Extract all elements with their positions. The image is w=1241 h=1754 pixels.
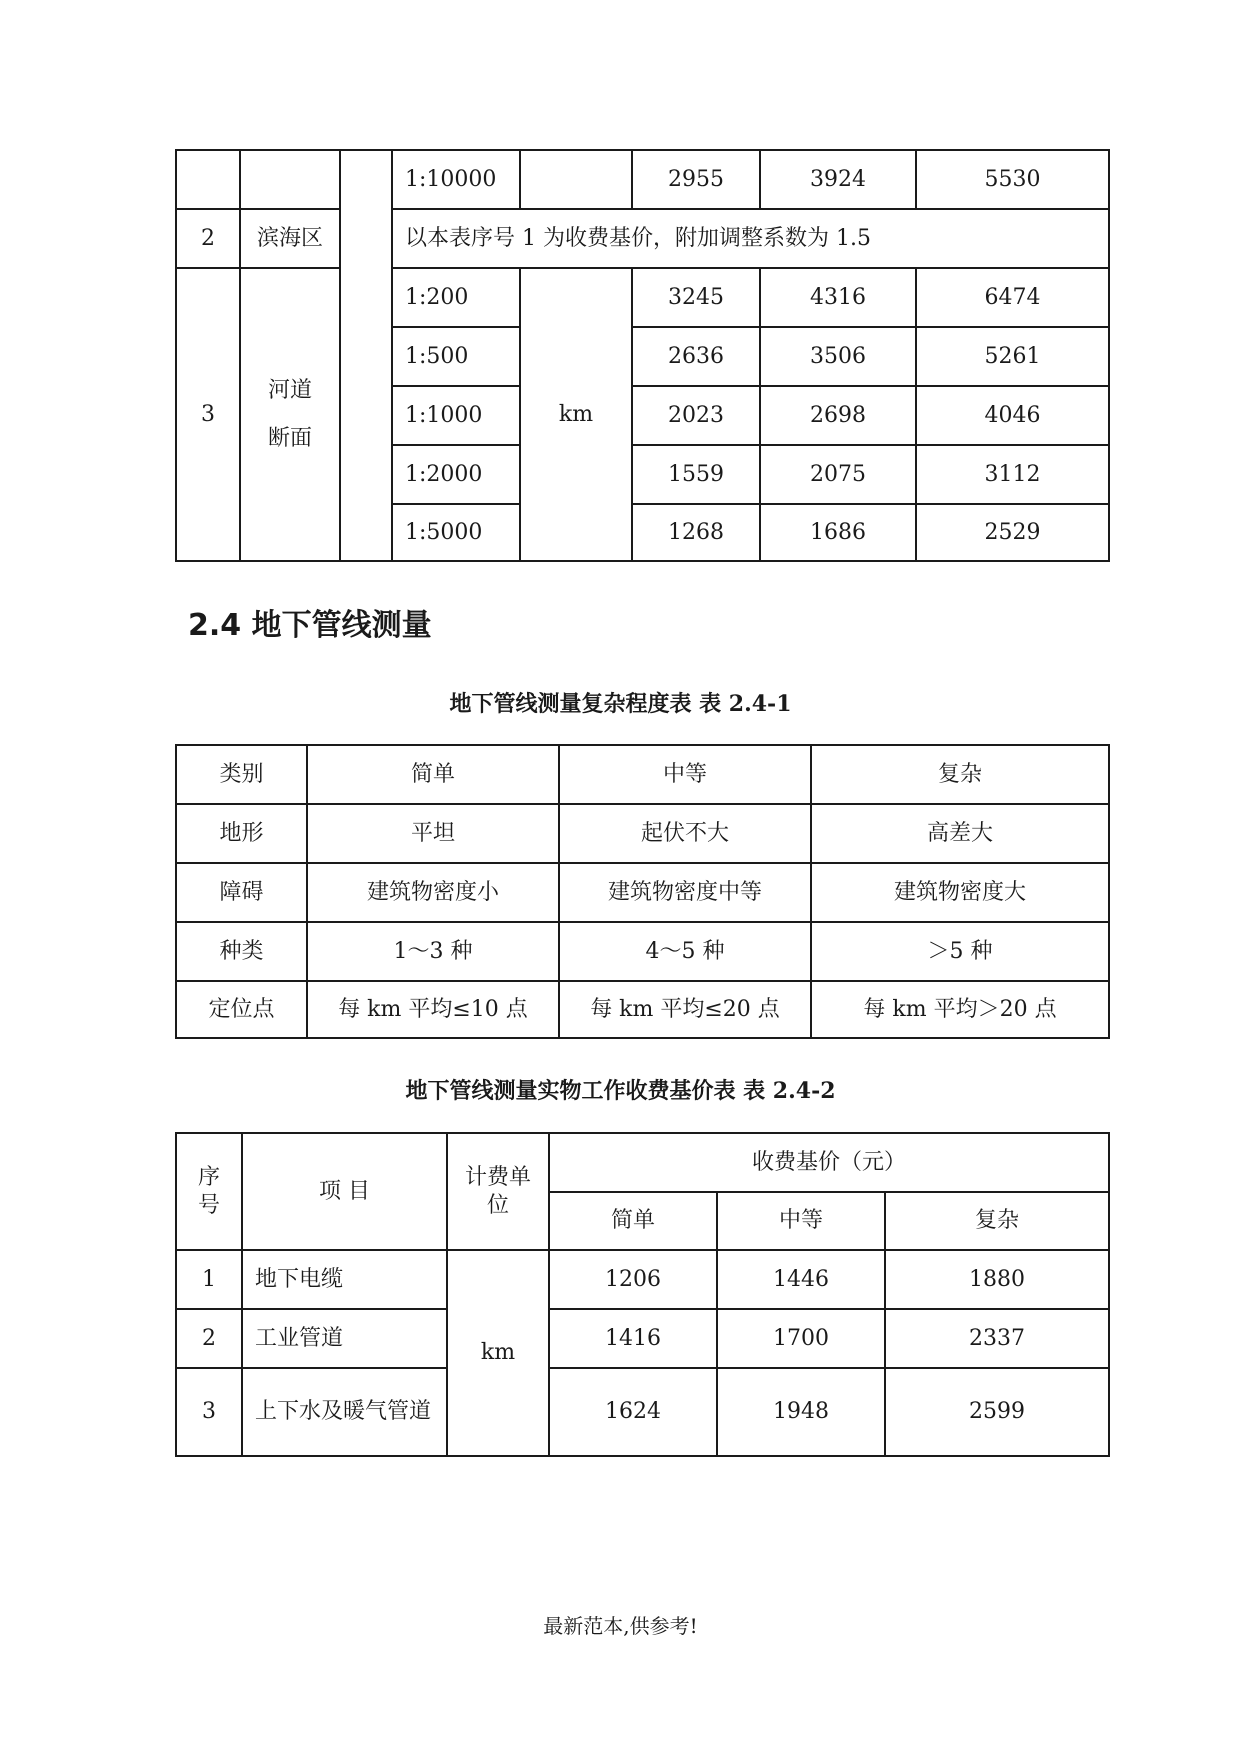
table-cell: 1268 xyxy=(632,504,760,561)
table-cell: 1～3 种 xyxy=(307,922,559,981)
table-row xyxy=(176,1368,1109,1456)
complexity-table xyxy=(175,744,1110,1039)
table-cell: 1:5000 xyxy=(392,504,520,561)
table-header-cell: 项 目 xyxy=(242,1133,447,1250)
table-cell: 2337 xyxy=(885,1309,1109,1368)
table-cell xyxy=(340,150,392,561)
table-cell: 2 xyxy=(176,209,240,268)
cell-text: 断面 xyxy=(267,425,312,451)
table-cell: 6474 xyxy=(916,268,1109,327)
table-cell: 2599 xyxy=(885,1368,1109,1456)
table-cell: 地下电缆 xyxy=(242,1250,447,1309)
table-header-cell: 复杂 xyxy=(885,1192,1109,1250)
section-heading: 2.4 地下管线测量 xyxy=(188,608,432,643)
table-cell: 3245 xyxy=(632,268,760,327)
table-cell xyxy=(176,150,240,209)
table-cell: 每 km 平均＞20 点 xyxy=(811,981,1109,1038)
table-row xyxy=(176,981,1109,1038)
table-cell: 2075 xyxy=(760,445,916,504)
table-cell: 3 xyxy=(176,268,240,561)
table-cell: 1416 xyxy=(549,1309,717,1368)
table-header-cell: 中等 xyxy=(559,745,811,804)
table-caption: 地下管线测量实物工作收费基价表 表 2.4-2 xyxy=(405,1078,836,1104)
table-cell: km xyxy=(447,1250,549,1456)
table-cell: 3924 xyxy=(760,150,916,209)
table-cell: 上下水及暖气管道 xyxy=(242,1368,447,1456)
table-cell: 2529 xyxy=(916,504,1109,561)
table-cell: 1:2000 xyxy=(392,445,520,504)
table-row xyxy=(176,1309,1109,1368)
table-cell: 1206 xyxy=(549,1250,717,1309)
table-cell: 工业管道 xyxy=(242,1309,447,1368)
table-row xyxy=(176,804,1109,863)
table-cell xyxy=(520,150,632,209)
table-header-cell: 收费基价（元） xyxy=(549,1133,1109,1192)
table-cell: 3506 xyxy=(760,327,916,386)
table-cell: 1:1000 xyxy=(392,386,520,445)
table-cell: 5530 xyxy=(916,150,1109,209)
table-cell: 2 xyxy=(176,1309,242,1368)
table-header-row xyxy=(176,745,1109,804)
table-cell: 建筑物密度中等 xyxy=(559,863,811,922)
table-cell xyxy=(240,150,340,209)
table-cell: 每 km 平均≤20 点 xyxy=(559,981,811,1038)
table-header-cell xyxy=(447,1133,549,1250)
table-cell: 1 xyxy=(176,1250,242,1309)
table-cell: km xyxy=(520,268,632,561)
table-cell: 1:200 xyxy=(392,268,520,327)
table-header-row xyxy=(176,1133,1109,1192)
table-header-cell: 简单 xyxy=(549,1192,717,1250)
table-cell: 定位点 xyxy=(176,981,307,1038)
table-cell: 3112 xyxy=(916,445,1109,504)
table-cell: 1559 xyxy=(632,445,760,504)
table-header-cell xyxy=(176,1133,242,1250)
table-cell: 2698 xyxy=(760,386,916,445)
table-cell: 3 xyxy=(176,1368,242,1456)
table-cell: 种类 xyxy=(176,922,307,981)
table-cell: 地形 xyxy=(176,804,307,863)
cell-text: 号 xyxy=(197,1192,220,1218)
table-row xyxy=(176,209,1109,268)
table-cell: 建筑物密度小 xyxy=(307,863,559,922)
table-cell: 2955 xyxy=(632,150,760,209)
table-row xyxy=(176,150,1109,209)
fee-base-price-table xyxy=(175,1132,1110,1457)
table-cell: 1446 xyxy=(717,1250,885,1309)
table-cell: 2023 xyxy=(632,386,760,445)
table-row xyxy=(176,922,1109,981)
table-cell: 1700 xyxy=(717,1309,885,1368)
table-cell: 4～5 种 xyxy=(559,922,811,981)
table-cell: 以本表序号 1 为收费基价，附加调整系数为 1.5 xyxy=(392,209,1109,268)
table-header-cell: 类别 xyxy=(176,745,307,804)
table-cell: 4316 xyxy=(760,268,916,327)
table-cell: 1686 xyxy=(760,504,916,561)
table-cell: 5261 xyxy=(916,327,1109,386)
table-header-cell: 中等 xyxy=(717,1192,885,1250)
cell-text: 序 xyxy=(197,1165,220,1190)
table-cell: 滨海区 xyxy=(240,209,340,268)
table-caption: 地下管线测量复杂程度表 表 2.4-1 xyxy=(449,691,792,717)
table-cell: 2636 xyxy=(632,327,760,386)
table-cell: 建筑物密度大 xyxy=(811,863,1109,922)
table-row xyxy=(176,268,1109,327)
table-cell: 平坦 xyxy=(307,804,559,863)
page-footer: 最新范本,供参考! xyxy=(543,1614,698,1638)
table-cell: 1:500 xyxy=(392,327,520,386)
table-cell: 障碍 xyxy=(176,863,307,922)
table-cell: 1948 xyxy=(717,1368,885,1456)
table-header-cell: 复杂 xyxy=(811,745,1109,804)
table-cell: 1:10000 xyxy=(392,150,520,209)
survey-fee-table-continued xyxy=(175,149,1110,562)
table-cell xyxy=(240,268,340,561)
cell-text: 位 xyxy=(486,1192,509,1218)
table-cell: 1880 xyxy=(885,1250,1109,1309)
table-cell: 每 km 平均≤10 点 xyxy=(307,981,559,1038)
table-row xyxy=(176,863,1109,922)
table-cell: ＞5 种 xyxy=(811,922,1109,981)
cell-text: 计费单 xyxy=(464,1165,531,1190)
table-cell: 高差大 xyxy=(811,804,1109,863)
table-header-cell: 简单 xyxy=(307,745,559,804)
table-cell: 4046 xyxy=(916,386,1109,445)
table-cell: 起伏不大 xyxy=(559,804,811,863)
cell-text: 河道 xyxy=(267,378,312,403)
table-row xyxy=(176,1250,1109,1309)
table-cell: 1624 xyxy=(549,1368,717,1456)
